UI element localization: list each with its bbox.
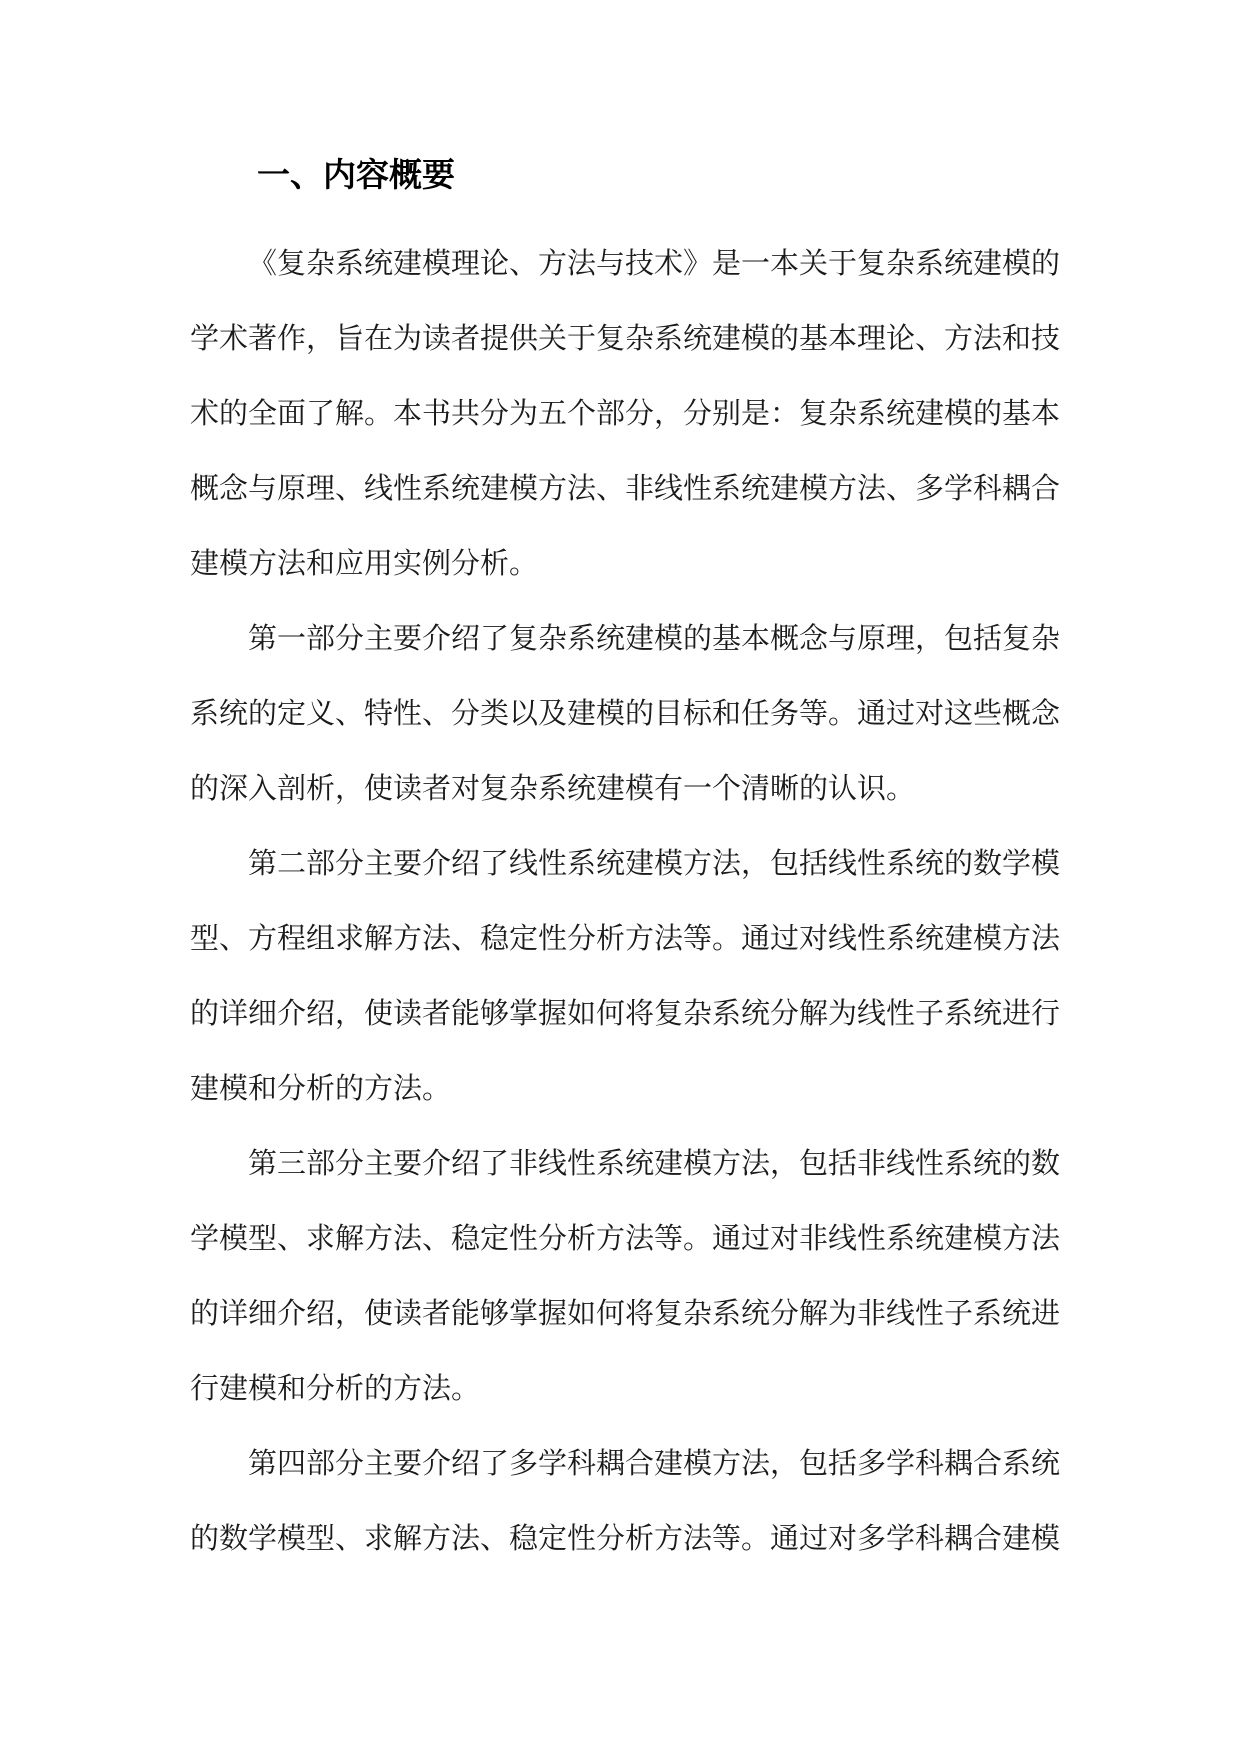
paragraph-line: 的数学模型、求解方法、稳定性分析方法等。通过对多学科耦合建模 xyxy=(190,1521,1061,1555)
paragraph-line: 《复杂系统建模理论、方法与技术》是一本关于复杂系统建模的 xyxy=(248,246,1061,280)
paragraph-line: 行建模和分析的方法。 xyxy=(190,1371,481,1405)
paragraph-line: 第二部分主要介绍了线性系统建模方法，包括线性系统的数学模 xyxy=(248,846,1061,880)
paragraph-2 xyxy=(190,601,1060,826)
paragraph-line: 第一部分主要介绍了复杂系统建模的基本概念与原理，包括复杂 xyxy=(248,621,1061,655)
paragraph-line: 第三部分主要介绍了非线性系统建模方法，包括非线性系统的数 xyxy=(248,1146,1061,1180)
paragraph-4 xyxy=(190,1126,1060,1426)
paragraph-line: 学模型、求解方法、稳定性分析方法等。通过对非线性系统建模方法 xyxy=(190,1221,1061,1255)
section-heading: 一、内容概要 xyxy=(257,155,455,194)
paragraph-line: 第四部分主要介绍了多学科耦合建模方法，包括多学科耦合系统 xyxy=(248,1446,1061,1480)
paragraph-3 xyxy=(190,826,1060,1126)
paragraph-line: 的深入剖析，使读者对复杂系统建模有一个清晰的认识。 xyxy=(190,771,916,805)
paragraph-line: 建模和分析的方法。 xyxy=(190,1071,452,1105)
paragraph-line: 的详细介绍，使读者能够掌握如何将复杂系统分解为线性子系统进行 xyxy=(190,996,1061,1030)
paragraph-line: 型、方程组求解方法、稳定性分析方法等。通过对线性系统建模方法 xyxy=(190,921,1061,955)
paragraph-line: 术的全面了解。本书共分为五个部分，分别是：复杂系统建模的基本 xyxy=(190,396,1061,430)
body-text xyxy=(190,226,1060,1576)
paragraph-line: 学术著作，旨在为读者提供关于复杂系统建模的基本理论、方法和技 xyxy=(190,321,1061,355)
paragraph-line: 系统的定义、特性、分类以及建模的目标和任务等。通过对这些概念 xyxy=(190,696,1061,730)
paragraph-5 xyxy=(190,1426,1060,1576)
paragraph-line: 建模方法和应用实例分析。 xyxy=(190,546,539,580)
paragraph-line: 概念与原理、线性系统建模方法、非线性系统建模方法、多学科耦合 xyxy=(190,471,1061,505)
paragraph-1 xyxy=(190,226,1060,601)
paragraph-line: 的详细介绍，使读者能够掌握如何将复杂系统分解为非线性子系统进 xyxy=(190,1296,1061,1330)
